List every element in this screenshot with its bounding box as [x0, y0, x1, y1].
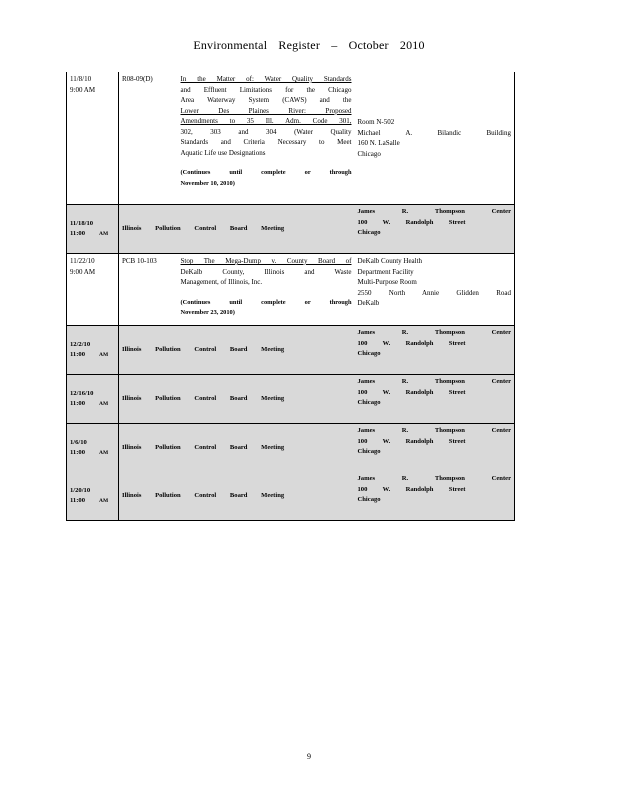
case-cell: PCB 10-103 — [119, 254, 178, 326]
event-time: 11:00 — [70, 449, 86, 456]
location-cell — [355, 72, 515, 205]
description-cell: Illinois Pollution Control Board Meeting — [119, 472, 355, 521]
loc-line: 100 W. Randolph Street — [357, 388, 466, 396]
event-time: 11:00 — [70, 351, 86, 358]
event-ampm: AM — [99, 498, 109, 504]
loc-line: 100 W. Randolph Street — [357, 218, 466, 226]
loc-line: DeKalb County Health — [357, 257, 423, 265]
loc-line: Multi-Purpose Room — [357, 278, 417, 286]
location-cell — [355, 472, 515, 521]
table-row — [67, 424, 515, 473]
date-cell — [67, 205, 119, 254]
event-date: 12/16/10 — [70, 389, 94, 397]
location-cell — [355, 424, 515, 473]
loc-line: 100 W. Randolph Street — [357, 437, 466, 445]
loc-line: James R. Thompson Center — [357, 208, 511, 215]
event-date: 11/8/10 — [70, 75, 92, 83]
desc-line: and Effluent Limitations for the Chicago — [180, 85, 352, 94]
event-time: 11:00 — [70, 400, 86, 407]
continuation-note — [181, 168, 352, 189]
location-cell — [355, 375, 515, 424]
event-ampm: AM — [99, 352, 109, 358]
event-date: 11/18/10 — [70, 219, 94, 227]
cont-line: (Continues until complete or through — [180, 298, 352, 306]
page-header: Environmental Register – October 2010 — [193, 38, 425, 52]
table-row — [67, 254, 515, 326]
continuation-note — [181, 298, 352, 319]
table-row — [67, 472, 515, 521]
loc-line: 100 W. Randolph Street — [357, 339, 466, 347]
loc-line: Room N-502 — [357, 118, 395, 126]
event-time: 9:00 AM — [70, 267, 96, 276]
description-cell: Illinois Pollution Control Board Meeting — [119, 205, 355, 254]
event-ampm: AM — [99, 450, 109, 456]
location-cell — [355, 326, 515, 375]
location-cell — [355, 205, 515, 254]
date-cell — [67, 326, 119, 375]
event-date: 11/22/10 — [70, 257, 95, 265]
description-cell: Illinois Pollution Control Board Meeting — [119, 375, 355, 424]
date-cell — [67, 254, 119, 326]
cont-line: November 23, 2010) — [180, 309, 235, 316]
loc-line: Chicago — [357, 448, 381, 455]
loc-line: James R. Thompson Center — [357, 329, 511, 336]
loc-line: Chicago — [357, 496, 381, 503]
table-row — [67, 72, 515, 205]
desc-line: Standards and Criteria Necessary to Meet — [180, 138, 352, 146]
event-time: 9:00 AM — [70, 85, 96, 94]
event-date: 1/20/10 — [70, 486, 91, 494]
loc-line: James R. Thompson Center — [357, 427, 511, 434]
cont-line: November 10, 2010) — [180, 179, 235, 187]
desc-line: 302, 303 and 304 (Water Quality — [180, 127, 352, 136]
cont-line: (Continues until complete or through — [180, 169, 352, 176]
loc-line: 160 N. LaSalle — [357, 139, 400, 147]
loc-line: Chicago — [357, 350, 381, 357]
description-cell: Illinois Pollution Control Board Meeting — [119, 326, 355, 375]
event-date: 12/2/10 — [70, 340, 91, 348]
page-number: 9 — [307, 752, 311, 761]
event-time: 11:00 — [70, 230, 86, 237]
desc-line: Area Waterway System (CAWS) and the — [180, 96, 352, 104]
desc-line: Aquatic Life use Designations — [180, 148, 266, 157]
loc-line: Chicago — [357, 399, 381, 406]
events-table — [66, 72, 515, 521]
date-cell — [67, 424, 119, 473]
location-cell — [355, 254, 515, 326]
loc-line: Chicago — [357, 229, 381, 236]
desc-line: In the Matter of: Water Quality Standards — [180, 75, 352, 83]
event-ampm: AM — [99, 401, 109, 407]
case-cell: R08-09(D) — [119, 72, 178, 205]
table-row — [67, 205, 515, 254]
description-cell: Illinois Pollution Control Board Meeting — [119, 424, 355, 473]
date-cell — [67, 472, 119, 521]
date-cell — [67, 375, 119, 424]
desc-line: DeKalb County, Illinois and Waste — [180, 267, 352, 276]
date-cell — [67, 72, 119, 205]
desc-line: Lower Des Plaines River: Proposed — [180, 106, 352, 115]
description-cell — [178, 72, 355, 205]
desc-line: Stop The Mega-Dump v. County Board of — [180, 257, 352, 265]
desc-line: Management, of Illinois, Inc. — [180, 278, 263, 286]
loc-line: Michael A. Bilandic Building — [357, 128, 511, 137]
loc-line: James R. Thompson Center — [357, 378, 511, 385]
table-row — [67, 375, 515, 424]
table-row — [67, 326, 515, 375]
loc-line: 2550 North Annie Glidden Road — [357, 288, 511, 297]
loc-line: DeKalb — [357, 299, 380, 307]
loc-line: 100 W. Randolph Street — [357, 485, 466, 493]
desc-line: Amendments to 35 Ill. Adm. Code 301, — [180, 117, 352, 125]
event-ampm: AM — [99, 231, 109, 237]
loc-line: Chicago — [357, 149, 381, 158]
description-cell — [178, 254, 355, 326]
event-date: 1/6/10 — [70, 438, 87, 446]
event-time: 11:00 — [70, 497, 86, 504]
loc-line: Department Facility — [357, 267, 414, 276]
loc-line: James R. Thompson Center — [357, 475, 511, 482]
